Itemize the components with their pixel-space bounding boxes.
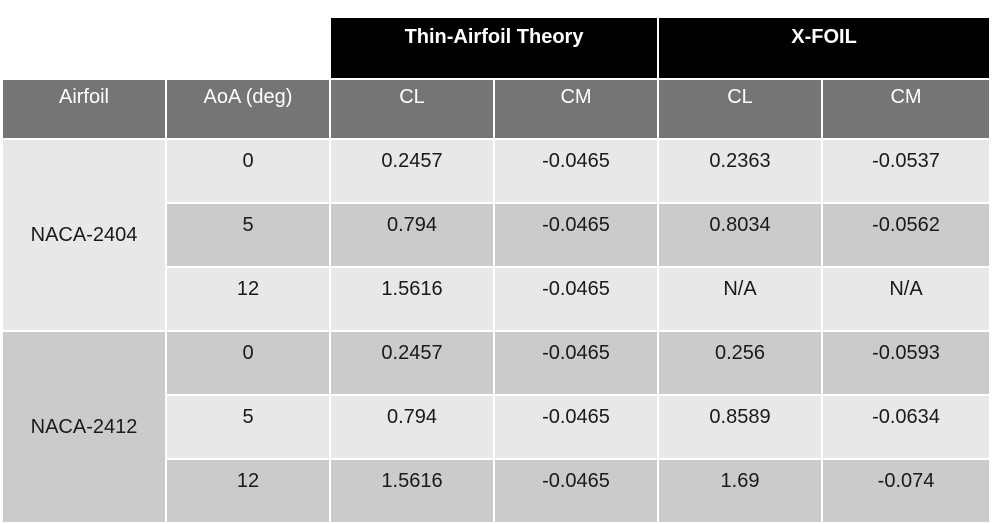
xfoil-cl-cell: 1.69 [658, 459, 822, 523]
xfoil-cm-cell: N/A [822, 267, 990, 331]
group-header-row [2, 17, 990, 79]
tat-cl-cell: 1.5616 [330, 267, 494, 331]
table-row [2, 139, 990, 203]
xfoil-cm-cell: -0.0593 [822, 331, 990, 395]
col-header-tat-cl: CL [330, 79, 494, 139]
tat-cm-cell: -0.0465 [494, 267, 658, 331]
col-header-xfoil-cl: CL [658, 79, 822, 139]
aoa-cell: 0 [166, 139, 330, 203]
tat-cm-cell: -0.0465 [494, 331, 658, 395]
col-header-aoa: AoA (deg) [166, 79, 330, 139]
xfoil-cl-cell: 0.256 [658, 331, 822, 395]
tat-cm-cell: -0.0465 [494, 459, 658, 523]
thin-airfoil-theory-header: Thin-Airfoil Theory [330, 17, 658, 79]
tat-cm-cell: -0.0465 [494, 203, 658, 267]
col-header-tat-cm: CM [494, 79, 658, 139]
airfoil-cell: NACA-2412 [2, 331, 166, 523]
airfoil-cell: NACA-2404 [2, 139, 166, 331]
xfoil-header: X-FOIL [658, 17, 990, 79]
tat-cl-cell: 1.5616 [330, 459, 494, 523]
aoa-cell: 5 [166, 203, 330, 267]
col-header-xfoil-cm: CM [822, 79, 990, 139]
xfoil-cm-cell: -0.0634 [822, 395, 990, 459]
blank-corner [2, 17, 330, 79]
tat-cl-cell: 0.2457 [330, 331, 494, 395]
xfoil-cl-cell: 0.8034 [658, 203, 822, 267]
xfoil-cl-cell: 0.2363 [658, 139, 822, 203]
tat-cl-cell: 0.794 [330, 203, 494, 267]
column-header-row [2, 79, 990, 139]
xfoil-cl-cell: 0.8589 [658, 395, 822, 459]
tat-cl-cell: 0.794 [330, 395, 494, 459]
aoa-cell: 12 [166, 459, 330, 523]
results-table [1, 16, 991, 524]
aoa-cell: 12 [166, 267, 330, 331]
xfoil-cm-cell: -0.0537 [822, 139, 990, 203]
table-row [2, 331, 990, 395]
xfoil-cl-cell: N/A [658, 267, 822, 331]
xfoil-cm-cell: -0.0562 [822, 203, 990, 267]
xfoil-cm-cell: -0.074 [822, 459, 990, 523]
aoa-cell: 5 [166, 395, 330, 459]
col-header-airfoil: Airfoil [2, 79, 166, 139]
tat-cl-cell: 0.2457 [330, 139, 494, 203]
tat-cm-cell: -0.0465 [494, 395, 658, 459]
aoa-cell: 0 [166, 331, 330, 395]
tat-cm-cell: -0.0465 [494, 139, 658, 203]
